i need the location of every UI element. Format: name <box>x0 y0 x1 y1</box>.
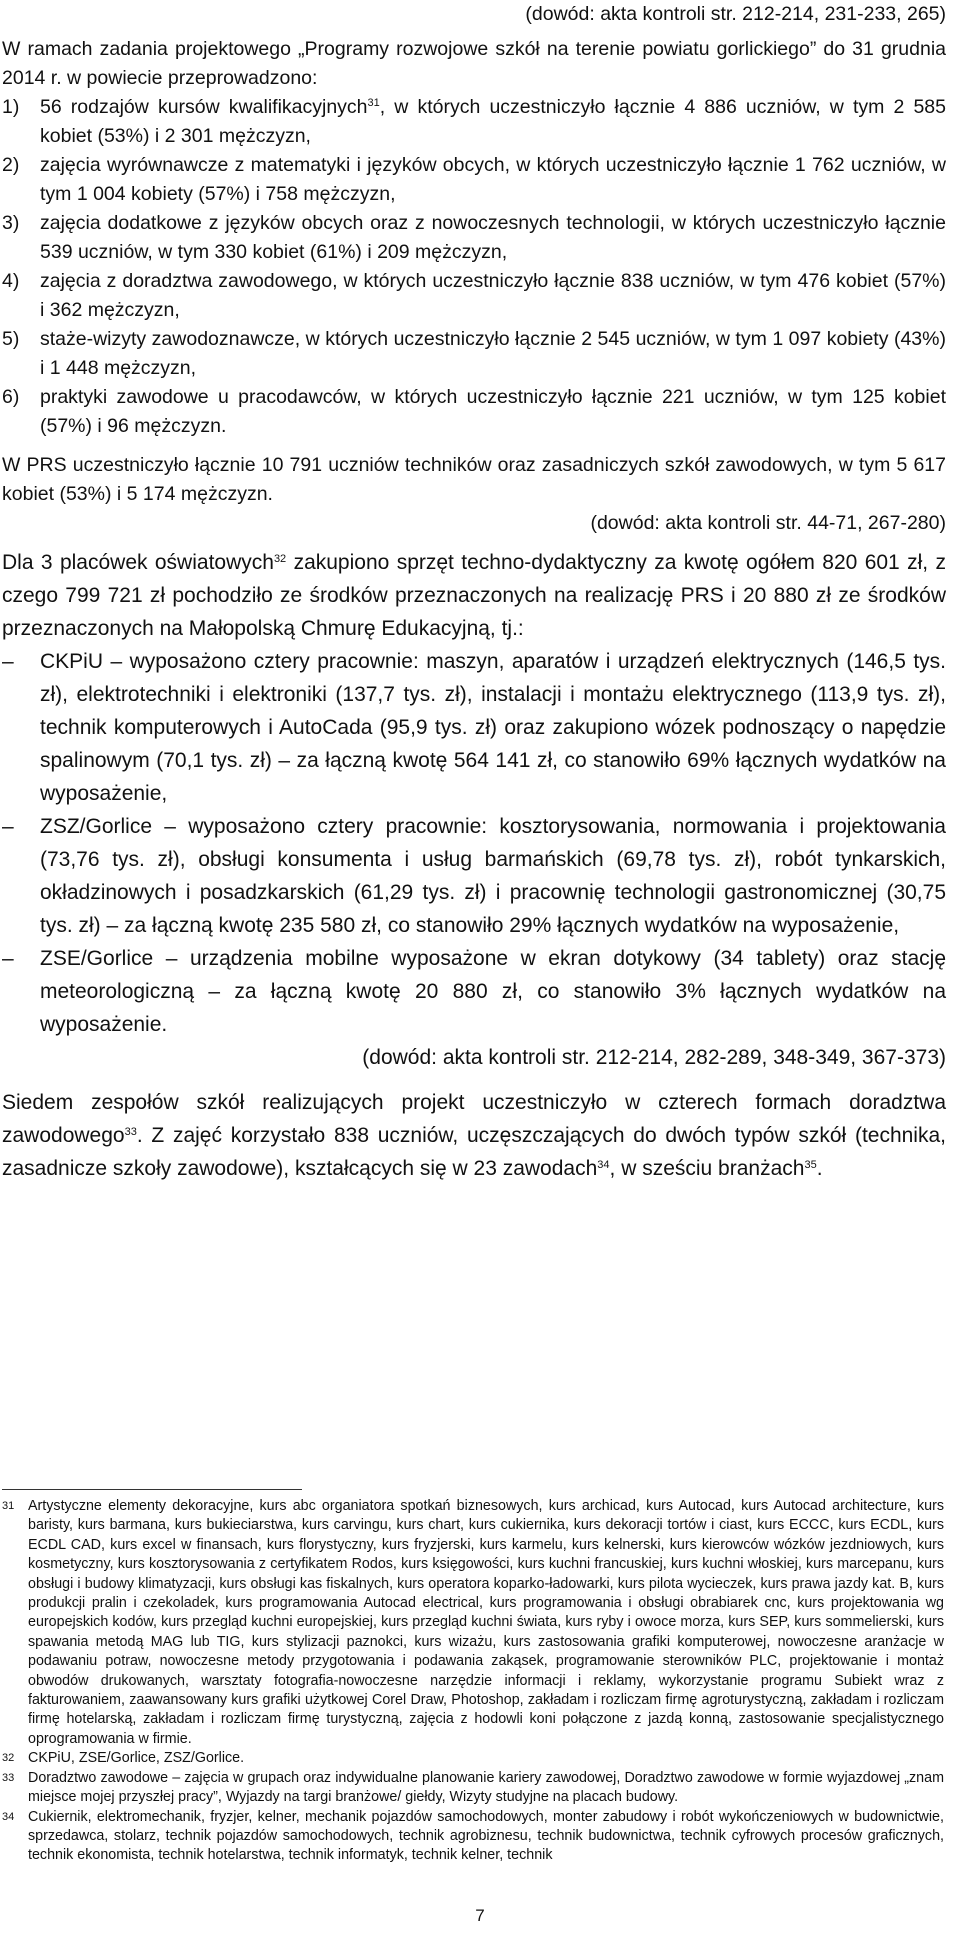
page-number: 7 <box>475 1906 485 1925</box>
footnote: 31 Artystyczne elementy dekoracyjne, kurs abc organiatora spotkań biznesowych, kurs archicad, kurs Autocad, kurs Autocad architecture, kurs baristy, kurs barmana, kurs bukieciarstwa, kurs carvingu, kurs chart, kurs cukiernika, kurs dekoracji tortów i ciast, kurs ECCC, kurs ECDL, kurs ECDL CAD, kurs excel w finansach, kurs florystyczny, kurs fryzjerski, kurs karmelu, kurs kelnerski, kurs kierowców wózków jezdniowych, kurs kosmetyczny, kurs kosztorysowania z certyfikatem Rodos, kurs księgowości, kurs kuchni francuskiej, kurs kuchni włoskiej, kurs marcepanu, kurs obsługi i budowy klimatyzacji, kurs obsługi kas fiskalnych, kurs operatora koparko-ładowarki, kurs pilota wycieczek, kurs prawa jazdy kat. B, kurs produkcji pralin i czekoladek, kurs programowania Autocad electrical, kurs programowania i obsługi obrabiarek cnc, kurs projektowania wg europejskich kodów, kurs przegląd kuchni europejskiej, kurs przegląd kuchni świata, kurs ryby i owoce morza, kurs SEP, kurs sommelierski, kurs spawania metodą MAG lub TIG, kurs stylizacji paznokci, kurs wizażu, kurs zastosowania grafiki komputerowej, nowoczesne aranżacje w podawaniu potraw, nowoczesne metody przygotowania i podawania zakąsek, programowanie sterowników PLC, projektowanie i montaż obwodów drukowanych, warsztaty fotografia-nowoczesne narzędzie informacji i reklamy, wykorzystanie programu Subiekt wraz z fakturowaniem, zaawansowany kurs grafiki użytkowej Corel Draw, Photoshop, zakładam i rozliczam firmę agroturystyczną, zakładam i rozliczam firmę hotelarską, zakładam i rozliczam firmę turystyczną, zajęcia z hodowli koni połączone z jazdą konną, zastosowanie specjalistycznego oprogramowania w firmie. <box>2 1498 944 1747</box>
paragraph-equipment: Dla 3 placówek oświatowych$^{32}$ zakupiono sprzęt techno-dydaktyczny za kwotę ogółem 820 601 zł, z czego 799 721 zł pochodziło ze środków przeznaczonych na realizację PRS i 20 880 zł ze środków przeznaczonych na Małopolską Chmurę Edukacyjną, tj.: <box>2 551 946 640</box>
footnotes <box>2 1497 944 1866</box>
list-item: 2) zajęcia wyrównawcze z matematyki i języków obcych, w których uczestniczyło łącznie 1 762 uczniów, w tym 1 004 kobiety (57%) i 758 mężczyzn, <box>2 154 946 205</box>
list-item: 1) 56 rodzajów kursów kwalifikacyjnych$^{31}$, w których uczestniczyło łącznie 4 886 uczniów, w tym 2 585 kobiet (53%) i 2 301 mężczyzn, <box>2 96 946 147</box>
paragraph-counseling: Siedem zespołów szkół realizujących projekt uczestniczyło w czterech formach doradztwa zawodowego$^{33}$. Z zajęć korzystało 838 uczniów, uczęszczających do dwóch typów szkół (technika, zasadnicze szkoły zawodowe), kształcących się w 23 zawodach$^{34}$, w sześciu branżach$^{35}$. <box>2 1091 946 1180</box>
footnote: 33 Doradztwo zawodowe – zajęcia w grupach oraz indywidualne planowanie kariery zawodowej, Doradztwo zawodowe w formie wyjazdowej „znam miejsce mojej przyszłej pracy”, Wyjazdy na targi branżowe/ giełdy, Wizyty studyjne na placach budowy. <box>2 1769 944 1806</box>
paragraph-intro: W ramach zadania projektowego „Programy rozwojowe szkół na terenie powiatu gorlickiego” do 31 grudnia 2014 r. w powiecie przeprowadzono: <box>2 38 946 89</box>
paragraph-prs: W PRS uczestniczyło łącznie 10 791 uczniów techników oraz zasadniczych szkół zawodowych, w tym 5 617 kobiet (53%) i 5 174 mężczyzn. <box>2 454 946 505</box>
evidence-note: (dowód: akta kontroli str. 212-214, 231-233, 265) <box>525 3 946 25</box>
footnote: 34 Cukiernik, elektromechanik, fryzjer, kelner, mechanik pojazdów samochodowych, monter zabudowy i robót wykończeniowych w budownictwie, sprzedawca, stolarz, technik pojazdów samochodowych, technik agrobiznesu, technik budownictwa, technik cyfrowych procesów graficznych, technik ekonomista, technik hotelarstwa, technik informatyk, technik kelner, technik <box>2 1808 944 1864</box>
footnote: 32 CKPiU, ZSE/Gorlice, ZSZ/Gorlice. <box>2 1750 245 1767</box>
list-item: – CKPiU – wyposażono cztery pracownie: maszyn, aparatów i urządzeń elektrycznych (146,5 tys. zł), elektrotechniki i elektroniki (137,7 tys. zł), instalacji i montażu elektrycznego (113,9 tys. zł), technik komputerowych i AutoCada (95,9 tys. zł) oraz zakupiono wózek podnoszący o napędzie spalinowym (70,1 tys. zł) – za łączną kwotę 564 141 zł, co stanowiło 69% łącznych wydatków na wyposażenie, <box>2 650 946 805</box>
footnote-separator <box>2 1489 302 1490</box>
evidence-note: (dowód: akta kontroli str. 44-71, 267-280) <box>590 512 946 534</box>
list-item: 5) staże-wizyty zawodoznawcze, w których uczestniczyło łącznie 2 545 uczniów, w tym 1 097 kobiety (43%) i 1 448 mężczyzn, <box>2 328 946 379</box>
list-item: 6) praktyki zawodowe u pracodawców, w których uczestniczyło łącznie 221 uczniów, w tym 125 kobiet (57%) i 96 mężczyzn. <box>2 386 946 437</box>
main-text <box>2 0 946 1185</box>
list-item: 3) zajęcia dodatkowe z języków obcych oraz z nowoczesnych technologii, w których uczestniczyło łącznie 539 uczniów, w tym 330 kobiet (61%) i 209 mężczyzn, <box>2 212 946 263</box>
numbered-list <box>2 93 946 441</box>
list-item: – ZSE/Gorlice – urządzenia mobilne wyposażone w ekran dotykowy (34 tablety) oraz stację meteorologiczną – za łączną kwotę 20 880 zł, co stanowiło 3% łącznych wydatków na wyposażenie. <box>2 947 946 1036</box>
list-item: 4) zajęcia z doradztwa zawodowego, w których uczestniczyło łącznie 838 uczniów, w tym 476 kobiet (57%) i 362 mężczyzn, <box>2 270 946 321</box>
list-item: – ZSZ/Gorlice – wyposażono cztery pracownie: kosztorysowania, normowania i projektowania (73,76 tys. zł), obsługi konsumenta i usług barmańskich (69,78 tys. zł), robót tynkarskich, okładzinowych i posadzkarskich (61,29 tys. zł) i pracownię technologii gastronomicznej (30,75 tys. zł) – za łączną kwotę 235 580 zł, co stanowiło 29% łącznych wydatków na wyposażenie, <box>2 815 946 937</box>
evidence-note: (dowód: akta kontroli str. 212-214, 282-289, 348-349, 367-373) <box>362 1046 946 1069</box>
dash-list <box>2 645 946 1041</box>
